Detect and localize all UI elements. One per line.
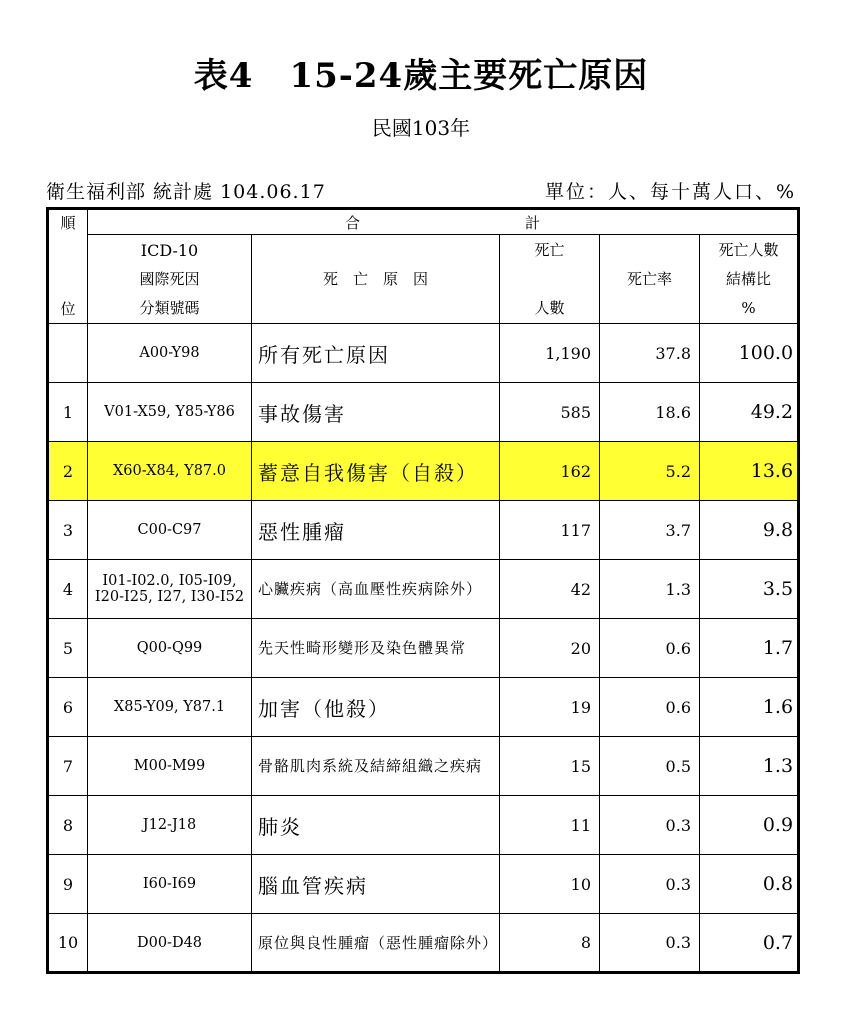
rank-cell: 2	[48, 442, 88, 501]
rate-cell: 0.3	[600, 914, 700, 973]
rank-header-top: 順	[48, 209, 88, 235]
rate-cell: 37.8	[600, 324, 700, 383]
icd-line: D00-D48	[136, 934, 203, 951]
deaths-cell: 20	[500, 619, 600, 678]
rank-cell: 6	[48, 678, 88, 737]
rate-cell: 3.7	[600, 501, 700, 560]
deaths-cell: 162	[500, 442, 600, 501]
cause-cell: 肺炎	[252, 796, 500, 855]
icd-cell	[88, 442, 252, 501]
rate-header: 死亡率	[600, 235, 700, 324]
rank-cell: 7	[48, 737, 88, 796]
pct-cell: 100.0	[700, 324, 799, 383]
rate-cell: 0.5	[600, 737, 700, 796]
pct-header-line: %	[741, 298, 756, 317]
rate-cell: 0.3	[600, 855, 700, 914]
pct-header-line: 結構比	[726, 269, 772, 288]
table-row	[48, 383, 799, 442]
icd-cell	[88, 914, 252, 973]
table-row	[48, 442, 799, 501]
title-prefix: 表4	[193, 56, 254, 96]
rate-cell: 0.3	[600, 796, 700, 855]
cause-cell: 原位與良性腫瘤（惡性腫瘤除外）	[252, 914, 500, 973]
icd-line: X85-Y09, Y87.1	[113, 699, 226, 715]
icd-line: A00-Y98	[139, 345, 200, 361]
rank-cell: 9	[48, 855, 88, 914]
title-main: 15-24歲主要死亡原因	[289, 56, 649, 96]
pct-cell: 0.9	[700, 796, 799, 855]
deaths-cell: 11	[500, 796, 600, 855]
deaths-header-line: 死亡	[534, 240, 565, 259]
header-row-columns	[48, 235, 799, 324]
source-label: 衛生福利部 統計處 104.06.17	[46, 181, 326, 203]
rank-header-bottom: 位	[48, 235, 88, 324]
header-row-group	[48, 209, 799, 235]
icd-cell	[88, 619, 252, 678]
pct-cell: 49.2	[700, 383, 799, 442]
deaths-cell: 117	[500, 501, 600, 560]
cause-cell: 惡性腫瘤	[252, 501, 500, 560]
icd-header-line: 國際死因	[139, 269, 200, 288]
table-row	[48, 855, 799, 914]
pct-cell: 13.6	[700, 442, 799, 501]
cause-cell: 心臟疾病（高血壓性疾病除外）	[252, 560, 500, 619]
rank-cell: 8	[48, 796, 88, 855]
table-row	[48, 914, 799, 973]
meta-line	[46, 177, 796, 205]
pct-cell: 0.7	[700, 914, 799, 973]
pct-cell: 0.8	[700, 855, 799, 914]
death-causes-table	[46, 207, 800, 974]
cause-cell: 加害（他殺）	[252, 678, 500, 737]
table-row	[48, 737, 799, 796]
table-row	[48, 619, 799, 678]
pct-header-line: 死亡人數	[718, 240, 779, 259]
table-row	[48, 560, 799, 619]
pct-header	[700, 235, 799, 324]
rank-cell: 10	[48, 914, 88, 973]
cause-cell: 先天性畸形變形及染色體異常	[252, 619, 500, 678]
table-row	[48, 796, 799, 855]
icd-line: V01-X59, Y85-Y86	[104, 404, 235, 420]
icd-cell	[88, 560, 252, 619]
group-header: 合 計	[88, 209, 799, 235]
cause-cell: 蓄意自我傷害（自殺）	[252, 442, 500, 501]
icd-line: M00-M99	[133, 758, 206, 774]
rate-cell: 0.6	[600, 619, 700, 678]
page-subtitle: 民國103年	[371, 116, 471, 140]
cause-header: 死 亡 原 因	[252, 235, 500, 324]
deaths-cell: 15	[500, 737, 600, 796]
icd-header-line: ICD-10	[140, 240, 199, 260]
deaths-header	[500, 235, 600, 324]
page-title	[0, 48, 842, 97]
deaths-cell: 585	[500, 383, 600, 442]
pct-cell: 1.7	[700, 619, 799, 678]
cause-cell: 事故傷害	[252, 383, 500, 442]
rank-cell: 1	[48, 383, 88, 442]
rate-cell: 1.3	[600, 560, 700, 619]
deaths-cell: 10	[500, 855, 600, 914]
icd-line: C00-C97	[137, 522, 202, 538]
rank-cell: 4	[48, 560, 88, 619]
cause-cell: 腦血管疾病	[252, 855, 500, 914]
deaths-cell: 1,190	[500, 324, 600, 383]
icd-cell	[88, 855, 252, 914]
unit-label: 單位：人、每十萬人口、%	[544, 181, 796, 203]
icd-line: I01-I02.0, I05-I09,	[102, 573, 237, 589]
rate-cell: 18.6	[600, 383, 700, 442]
table-row	[48, 678, 799, 737]
deaths-cell: 8	[500, 914, 600, 973]
pct-cell: 3.5	[700, 560, 799, 619]
rank-cell: 3	[48, 501, 88, 560]
rate-cell: 5.2	[600, 442, 700, 501]
icd-line: Q00-Q99	[136, 640, 203, 656]
cause-cell: 骨骼肌肉系統及結締組織之疾病	[252, 737, 500, 796]
icd-line: I20-I25, I27, I30-I52	[94, 589, 245, 605]
pct-cell: 1.6	[700, 678, 799, 737]
pct-cell: 1.3	[700, 737, 799, 796]
icd-cell	[88, 324, 252, 383]
icd-cell	[88, 678, 252, 737]
table-row	[48, 324, 799, 383]
deaths-cell: 42	[500, 560, 600, 619]
icd-cell	[88, 501, 252, 560]
icd-line: I60-I69	[142, 876, 197, 892]
icd-header-line: 分類號碼	[139, 298, 200, 317]
cause-cell: 所有死亡原因	[252, 324, 500, 383]
rank-cell	[48, 324, 88, 383]
icd-line: J12-J18	[142, 817, 197, 833]
icd-line: X60-X84, Y87.0	[112, 463, 226, 479]
icd-cell	[88, 737, 252, 796]
rate-cell: 0.6	[600, 678, 700, 737]
deaths-cell: 19	[500, 678, 600, 737]
icd-cell	[88, 383, 252, 442]
rank-cell: 5	[48, 619, 88, 678]
icd-header	[88, 235, 252, 324]
icd-cell	[88, 796, 252, 855]
table-row	[48, 501, 799, 560]
deaths-header-line: 人數	[534, 298, 565, 317]
pct-cell: 9.8	[700, 501, 799, 560]
table-body	[48, 324, 799, 973]
